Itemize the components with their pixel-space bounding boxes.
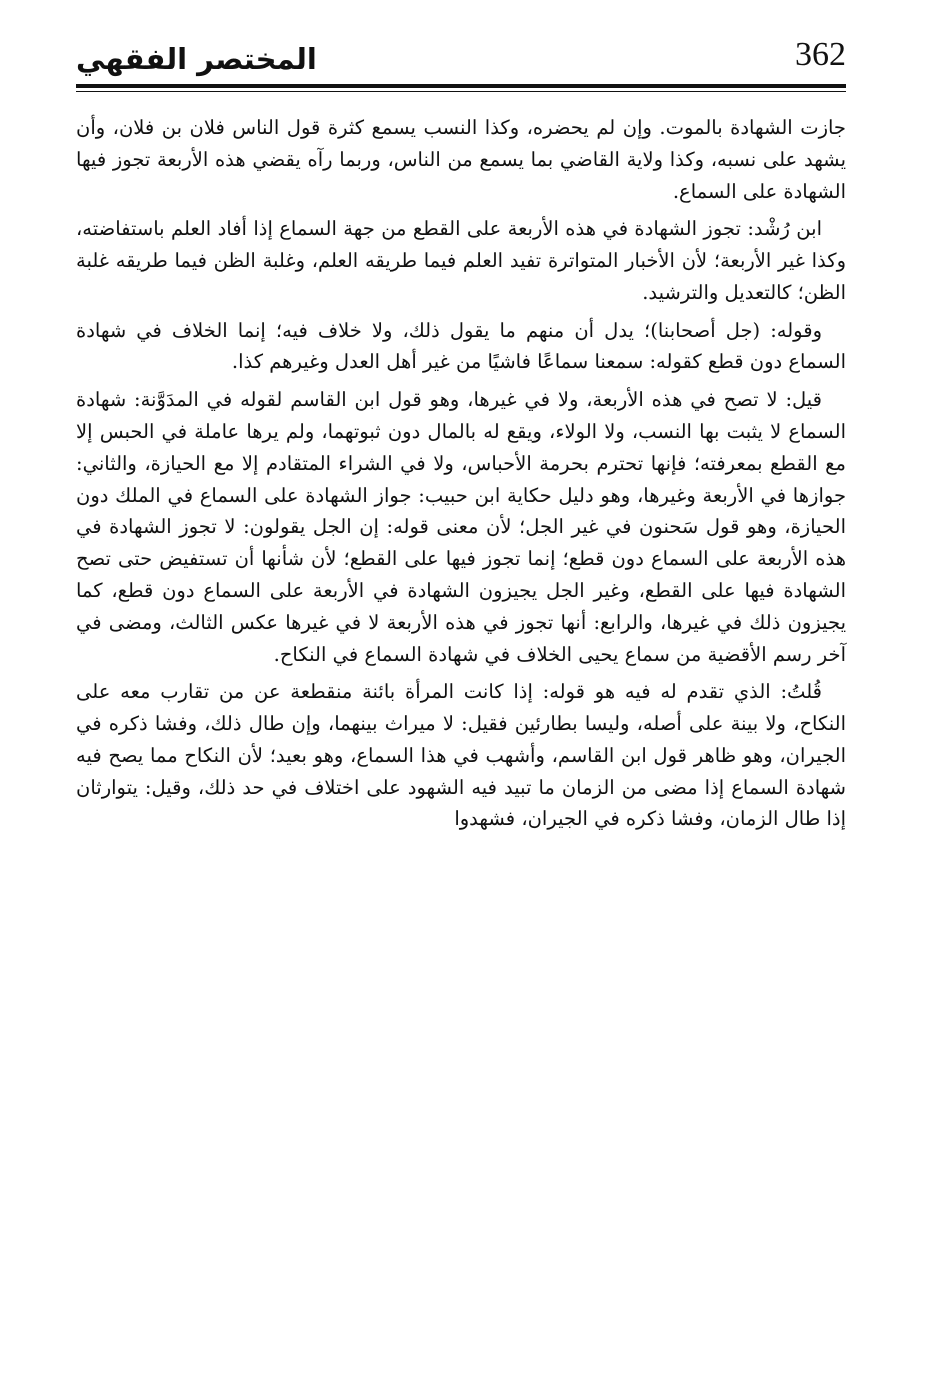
paragraph: وقوله: (جل أصحابنا)؛ يدل أن منهم ما يقول ذلك، ولا خلاف فيه؛ إنما الخلاف في شهادة السماع دون قطع كقوله: سمعنا سماعًا فاشيًا من غير أهل العدل وغيرهم كذا. <box>76 318 846 374</box>
paragraph: قيل: لا تصح في هذه الأربعة، ولا في غيرها، وهو قول ابن القاسم لقوله في المدَوَّنة: شهادة السماع لا يثبت بها النسب، ولا الولاء، ويقع له بالمال دون ثبوتهما، ولم يرها عاملة في الحبس إلا مع القطع بمعرفته؛ فإنها تحترم بحرمة الأحباس، ولا في الشراء المتقادم إلا مع الحيازة، والثاني: جوازها في الأربعة وغيرها، وهو دليل حكاية ابن حبيب: جواز الشهادة على السماع في الملك دون الحيازة، وهو قول سَحنون في غير الجل؛ لأن معنى قوله: إن الجل يقولون: لا تجوز الشهادة في هذه الأربعة على السماع دون قطع؛ إنما تجوز فيها على القطع؛ لأن شأنها أن تستفيض حتى تصح الشهادة فيها على القطع، وغير الجل يجيزون الشهادة في الأربعة على السماع دون قطع، كما يجيزون ذلك في غيرها، والرابع: أنها تجوز في هذه الأربعة لا في غيرها عكس الثالث، ومضى في آخر رسم الأقضية من سماع يحيى الخلاف في شهادة السماع في النكاح. <box>76 388 846 666</box>
paragraph: جازت الشهادة بالموت. وإن لم يحضره، وكذا النسب يسمع كثرة قول الناس فلان بن فلان، وأن يشهد على نسبه، وكذا ولاية القاضي بما يسمع من الناس، وربما رآه يقضي هذه الأربعة تجوز فيها الشهادة على السماع. <box>76 116 846 203</box>
page-number: 362 <box>795 36 846 73</box>
paragraph: ابن رُشْد: تجوز الشهادة في هذه الأربعة على القطع من جهة السماع إذا أفاد العلم باستفاضته، وكذا غير الأربعة؛ لأن الأخبار المتواترة تفيد العلم فيما طريقه العلم، وغلبة الظن فيما طريقه غلبة الظن؛ كالتعديل والترشيد. <box>76 217 846 304</box>
book-title: المختصر الفقهي <box>76 42 317 76</box>
body-text <box>76 112 846 841</box>
header-rule-thick <box>76 84 846 88</box>
paragraph: قُلتُ: الذي تقدم له فيه هو قوله: إذا كانت المرأة بائنة منقطعة عن من تقارب معه على النكاح، ولا بينة على أصله، وليسا بطارئين فقيل: لا ميراث بينهما، وإن طال ذلك، وفشا ذكره في الجيران، وهو ظاهر قول ابن القاسم، وأشهب في هذا السماع، وهو بعيد؛ لأن النكاح مما يصح فيه شهادة السماع إذا مضى من الزمان ما تبيد فيه الشهود على اختلاف في حد ذلك، وقيل: يتوارثان إذا طال الزمان، وفشا ذكره في الجيران، فشهدوا <box>76 680 846 831</box>
page-header <box>76 28 846 92</box>
header-rule-thin <box>76 91 846 92</box>
